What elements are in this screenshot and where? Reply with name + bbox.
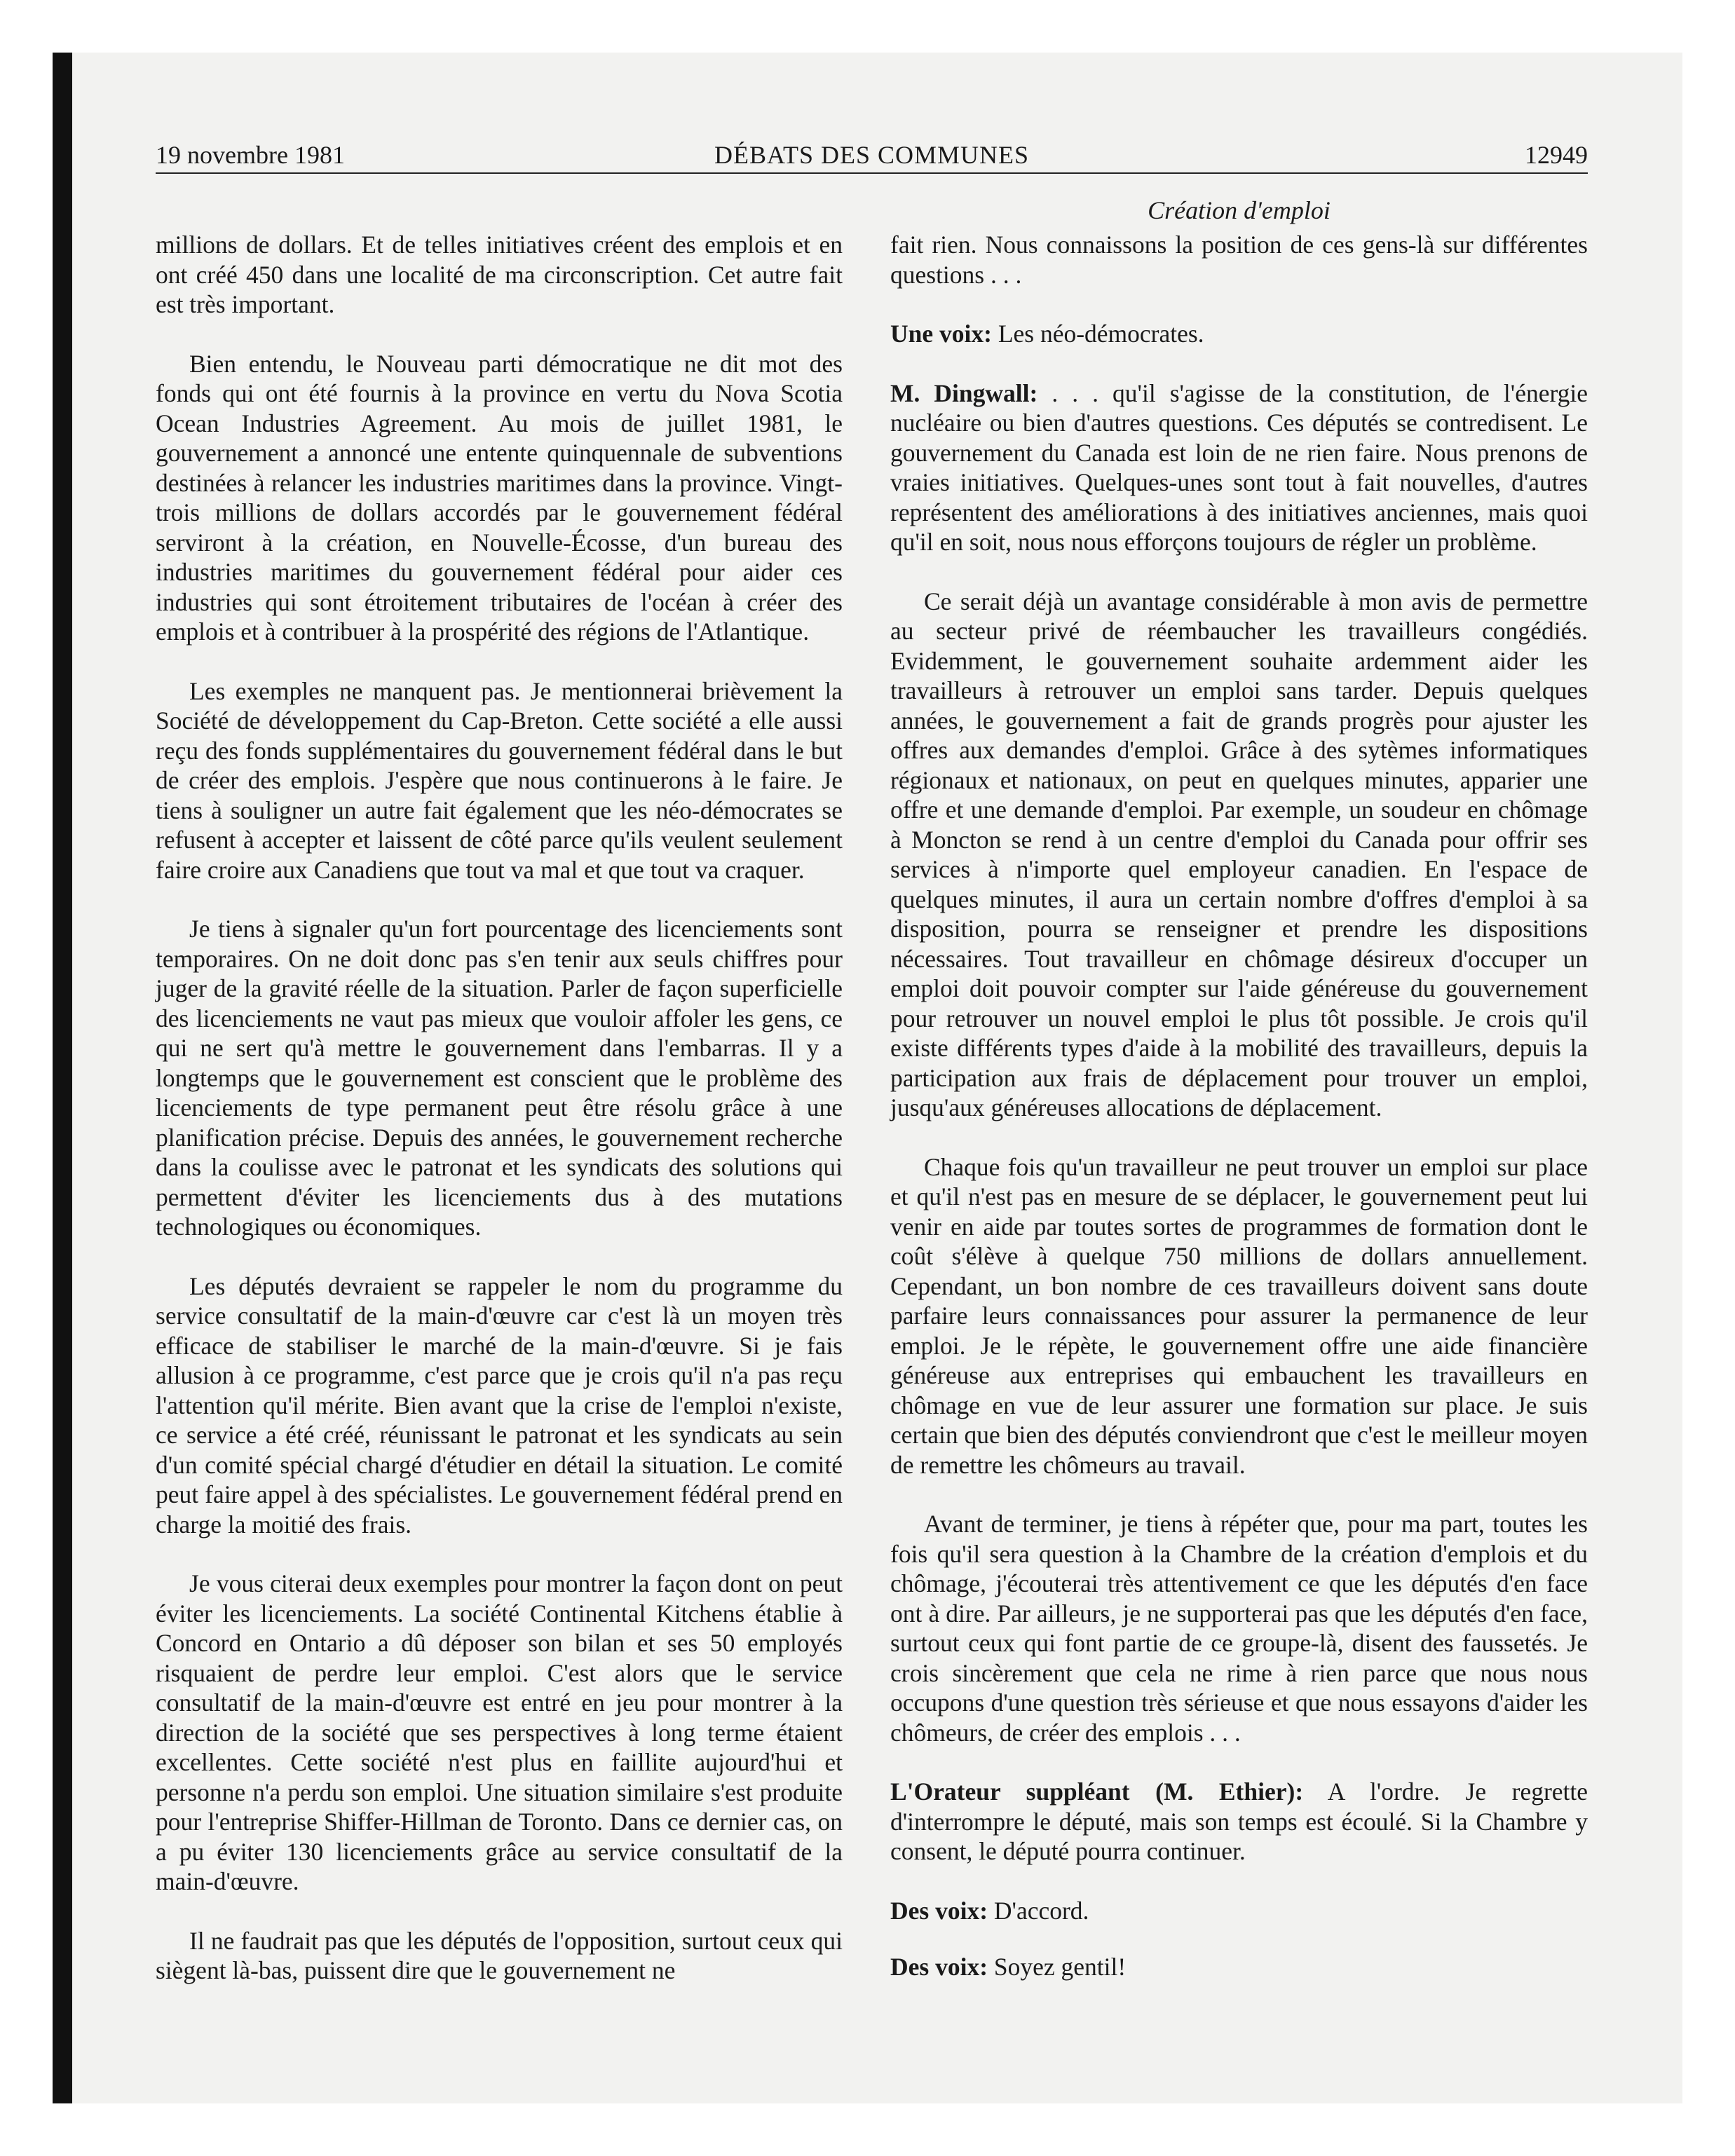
paragraph: Je tiens à signaler qu'un fort pourcentage des licenciements sont temporaires. On ne doit donc pas s'en tenir aux seuls chiffres pour juger de la gravité réelle de la situation. Parler de façon superficielle des licenciements ne vaut pas mieux que vouloir affoler les gens, ce qui ne sert qu'à mettre le gouvernement dans l'embarras. Il y a longtemps que le gouvernement est conscient que le problème des licenciements de type permanent peut être résolu grâce à une planification précise. Depuis des années, le gouvernement recherche dans la coulisse avec le patronat et les syndicats des solutions qui permettent d'éviter les licenciements dus à des mutations technologiques ou économiques. [156,915,843,1241]
speaker-name: Des voix: [890,1896,988,1925]
speech [890,1777,1588,1867]
header-page-number: 12949 [1525,141,1588,169]
binding-edge [53,53,72,2103]
speech [890,1896,1588,1926]
paragraph: Ce serait déjà un avantage considérable à mon avis de permettre au secteur privé de réembaucher les travailleurs congédiés. Evidemment, le gouvernement souhaite ardemment aider les travailleurs à retrouver un emploi sans tarder. Depuis quelques années, le gouvernement a fait de grands progrès pour ajuster les offres aux demandes d'emploi. Grâce à des sytèmes informatiques régionaux et nationaux, on peut en quelques minutes, apparier une offre et une demande d'emploi. Par exemple, un soudeur en chômage à Moncton se rend à un centre d'emploi du Canada pour offrir ses services à n'importe quel employeur canadien. En l'espace de quelques minutes, il aura un certain nombre d'offres d'emploi à sa disposition, pourra se renseigner et prendre les dispositions nécessaires. Tout travailleur en chômage désireux d'occuper un emploi doit pouvoir compter sur l'aide généreuse du gouvernement pour retrouver un nouvel emploi le plus tôt possible. Je crois qu'il existe différents types d'aide à la mobilité des travailleurs, depuis la participation aux frais de déplacement pour trouver un emploi, jusqu'aux généreuses allocations de déplacement. [890,587,1588,1121]
paragraph: millions de dollars. Et de telles initiatives créent des emplois et en ont créé 450 dans une localité de ma circonscription. Cet autre fait est très important. [156,231,843,318]
speech-text: Soyez gentil! [988,1953,1127,1981]
paragraph: Bien entendu, le Nouveau parti démocratique ne dit mot des fonds qui ont été fournis à la province en vertu du Nova Scotia Ocean Industries Agreement. Au mois de juillet 1981, le gouvernement a annoncé une entente quinquennale de subventions destinées à relancer les industries maritimes dans la province. Vingt-trois millions de dollars accordés par le gouvernement fédéral serviront à la création, en Nouvelle-Écosse, d'un bureau des industries maritimes du gouvernement fédéral pour aider ces industries qui sont étroitement tributaires de l'océan à créer des emplois et à contribuer à la prospérité des régions de l'Atlantique. [156,349,843,646]
speech-text: D'accord. [988,1896,1089,1925]
speaker-name: Des voix: [890,1953,988,1981]
running-head: Création d'emploi [1148,196,1331,224]
paragraph: Il ne faudrait pas que les députés de l'opposition, surtout ceux qui siègent là-bas, puissent dire que le gouvernement ne [156,1926,843,1984]
speech-text: . . . qu'il s'agisse de la constitution, de l'énergie nucléaire ou bien d'autres questions. Ces députés se contredisent. Le gouvernement du Canada est loin de ne rien faire. Nous prenons de vraies initiatives. Quelques-unes sont tout à fait nouvelles, d'autres représentent des améliorations à des initiatives anciennes, mais quoi qu'il en soit, nous nous efforçons toujours de régler un problème. [890,378,1588,556]
header-rule [156,172,1588,174]
speech [890,1952,1588,1982]
paragraph: Les exemples ne manquent pas. Je mentionnerai brièvement la Société de développement du Cap-Breton. Cette société a elle aussi reçu des fonds supplémentaires du gouvernement fédéral dans le but de créer des emplois. J'espère que nous continuerons à le faire. Je tiens à souligner un autre fait également que les néo-démocrates se refusent à accepter et laissent de côté parce qu'ils veulent seulement faire croire aux Canadiens que tout va mal et que tout va craquer. [156,676,843,884]
speaker-name: L'Orateur suppléant (M. Ethier): [890,1778,1304,1806]
page-header [156,137,1588,172]
paragraph: Je vous citerai deux exemples pour montrer la façon dont on peut éviter les licenciements. La société Continental Kitchens établie à Concord en Ontario a dû déposer son bilan et ses 50 employés risquaient de perdre leur emploi. C'est alors que le service consultatif de la main-d'œuvre est entré en jeu pour montrer à la direction de la société que ses perspectives à long terme étaient excellentes. Cette société n'est plus en faillite aujourd'hui et personne n'a perdu son emploi. Une situation similaire s'est produite pour l'entreprise Shiffer-Hillman de Toronto. Dans ce dernier cas, on a pu éviter 130 licenciements grâce au service consultatif de la main-d'œuvre. [156,1569,843,1895]
paragraph: Avant de terminer, je tiens à répéter que, pour ma part, toutes les fois qu'il sera question à la Chambre de la création d'emplois et du chômage, j'écouterai très attentivement ce que les députés d'en face ont à dire. Par ailleurs, je ne supporterai pas que les députés d'en face, surtout ceux qui font partie de ce groupe-là, disent des faussetés. Je crois sincèrement que cela ne rime à rien parce que nous nous occupons d'une question très sérieuse et que nous essayons d'aider les chômeurs, de créer des emplois . . . [890,1510,1588,1747]
speech-text: A l'ordre. Je regrette d'interrompre le député, mais son temps est écoulé. Si la Chambre y consent, le député pourra continuer. [890,1778,1588,1865]
header-date: 19 novembre 1981 [156,141,345,169]
speaker-name: M. Dingwall: [890,378,1038,407]
left-column [156,230,843,2012]
speech [890,378,1588,557]
paragraph: Les députés devraient se rappeler le nom du programme du service consultatif de la main-d'œuvre car c'est là un moyen très efficace de stabiliser le marché de la main-d'œuvre. Si je fais allusion à ce programme, c'est parce que je crois qu'il n'a pas reçu l'attention qu'il mérite. Bien avant que la crise de l'emploi n'existe, ce service a été créé, réunissant le patronat et les syndicats au sein d'un comité spécial chargé d'étudier en détail la situation. Le comité peut faire appel à des spécialistes. Le gouvernement fédéral prend en charge la moitié des frais. [156,1271,843,1538]
right-column [890,230,1588,2009]
paragraph: fait rien. Nous connaissons la position de ces gens-là sur différentes questions . . . [890,231,1588,289]
header-title: DÉBATS DES COMMUNES [714,141,1030,169]
speech-text: Les néo-démocrates. [991,320,1204,348]
paragraph: Chaque fois qu'un travailleur ne peut trouver un emploi sur place et qu'il n'est pas en mesure de se déplacer, le gouvernement peut lui venir en aide par toutes sortes de programmes de formation dont le coût s'élève à quelque 750 millions de dollars annuellement. Cependant, un bon nombre de ces travailleurs doivent sans doute parfaire leurs connaissances pour assurer la permanence de leur emploi. Je le répète, le gouvernement offre une aide financière généreuse aux entreprises qui embauchent les travailleurs en chômage en vue de leur assurer une formation sur place. Je suis certain que bien des députés conviendront que c'est le meilleur moyen de remettre les chômeurs au travail. [890,1152,1588,1479]
speaker-name: Une voix: [890,320,992,348]
speech [890,319,1588,349]
